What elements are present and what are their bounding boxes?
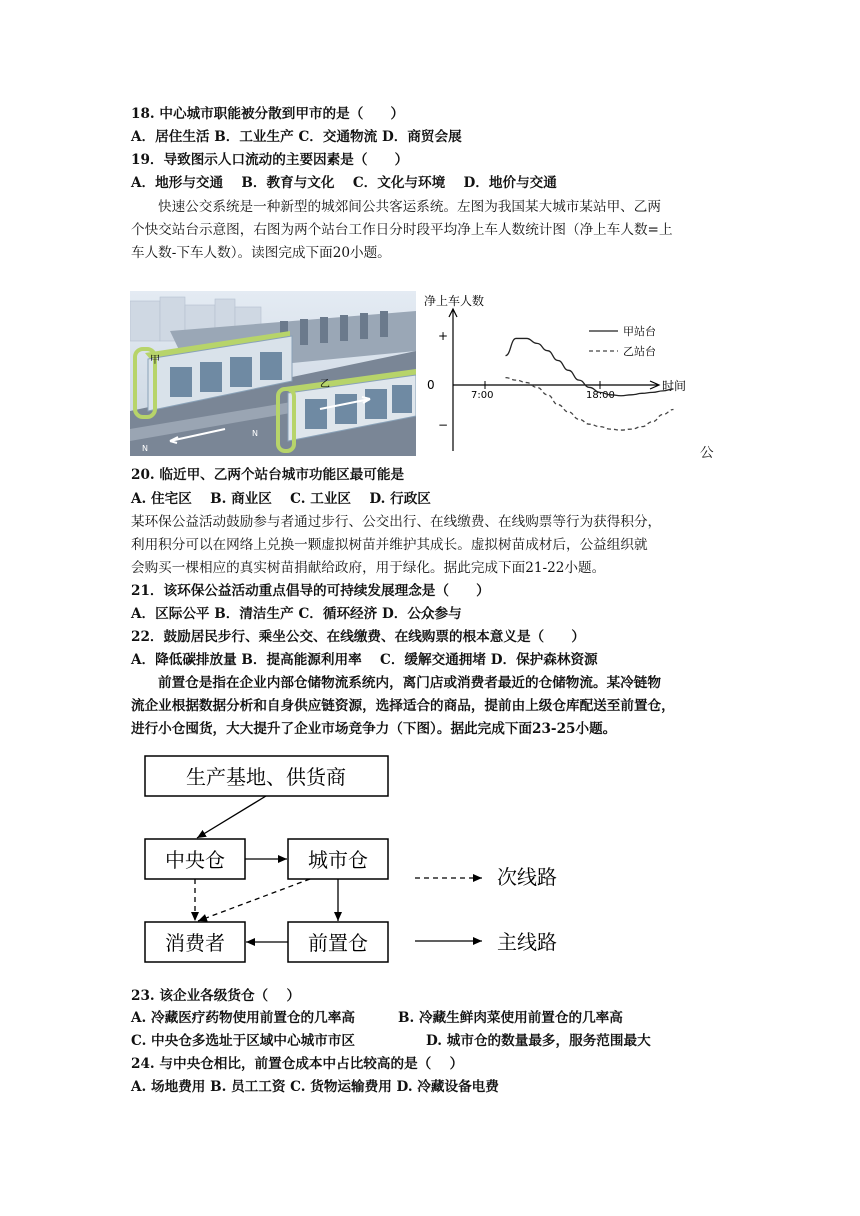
eco-intro-line1: 某环保公益活动鼓励参与者通过步行、公交出行、在线缴费、在线购票等行为获得积分， <box>131 514 662 530</box>
label-jia: 甲 <box>150 355 160 366</box>
legend-main-label: 主线路 <box>497 930 557 954</box>
q18-options: A．居住生活 B．工业生产 C．交通物流 D．商贸会展 <box>131 129 462 145</box>
arrow-city-consumer <box>198 879 310 921</box>
arrow-supplier-central <box>197 796 266 838</box>
label-n1: N <box>142 444 148 453</box>
legend-secondary-label: 次线路 <box>497 865 557 889</box>
net-boarding-chart <box>418 291 698 456</box>
warehouse-intro-line3: 进行小仓囤货，大大提升了企业市场竞争力（下图）。据此完成下面23-25小题。 <box>131 721 617 737</box>
q23-option-d: D. 城市仓的数量最多，服务范围最大 <box>426 1033 651 1049</box>
q20-stem: 20. 临近甲、乙两个站台城市功能区最可能是 <box>131 467 405 483</box>
y-tick-plus: + <box>438 329 449 343</box>
brt-intro-line2: 个快交站台示意图，右图为两个站台工作日分时段平均净上车人数统计图（净上车人数=上 <box>131 222 673 238</box>
q23-stem: 23. 该企业各级货仓（ ） <box>131 988 301 1004</box>
q23-option-a: A. 冷藏医疗药物使用前置仓的几率高 <box>131 1010 355 1026</box>
q22-options: A．降低碳排放量 B．提高能源利用率 C．缓解交通拥堵 D．保护森林资源 <box>131 652 598 668</box>
chart-xlabel: 时间 <box>662 379 687 393</box>
q24-options: A. 场地费用 B. 员工工资 C. 货物运输费用 D. 冷藏设备电费 <box>131 1079 499 1095</box>
q23-option-b: B. 冷藏生鲜肉菜使用前置仓的几率高 <box>398 1010 623 1026</box>
q19-stem: 19．导致图示人口流动的主要因素是（ ） <box>131 152 409 168</box>
warehouse-intro-line2: 流企业根据数据分析和自身供应链资源，选择适合的商品，提前由上级仓库配送至前置仓， <box>131 698 675 714</box>
chart-ylabel: 净上车人数 <box>424 294 485 308</box>
warehouse-intro-line1: 前置仓是指在企业内部仓储物流系统内，离门店或消费者最近的仓储物流。某冷链物 <box>158 675 661 691</box>
supplier-label: 生产基地、供货商 <box>186 765 346 789</box>
consumer-label: 消费者 <box>165 931 225 955</box>
central-label: 中央仓 <box>165 848 225 872</box>
y-tick-zero: 0 <box>427 378 435 392</box>
eco-intro-line3: 会购买一棵相应的真实树苗捐献给政府，用于绿化。据此完成下面21-22小题。 <box>131 560 606 576</box>
brt-intro-line1: 快速公交系统是一种新型的城郊间公共客运系统。左图为我国某大城市某站甲、乙两 <box>158 199 661 215</box>
eco-intro-line2: 利用积分可以在网络上兑换一颗虚拟树苗并维护其成长。虚拟树苗成材后，公益组织就 <box>131 537 648 553</box>
q20-options: A. 住宅区 B. 商业区 C. 工业区 D. 行政区 <box>131 491 431 507</box>
front-label: 前置仓 <box>308 931 368 955</box>
legend-yi: 乙站台 <box>623 345 656 358</box>
label-n2: N <box>252 429 258 438</box>
x-tick-label-18: 18:00 <box>586 390 615 401</box>
legend-jia: 甲站台 <box>623 325 656 338</box>
brt-intro-line3: 车人数-下车人数）。读图完成下面20小题。 <box>131 245 391 261</box>
q19-options: A．地形与交通 B．教育与文化 C．文化与环境 D．地价与交通 <box>131 175 557 191</box>
y-tick-minus: − <box>438 418 449 432</box>
city-label: 城市仓 <box>308 848 368 872</box>
x-tick-label-7: 7:00 <box>471 390 494 401</box>
q21-options: A．区际公平 B．清洁生产 C．循环经济 D．公众参与 <box>131 606 462 622</box>
label-yi: 乙 <box>320 379 330 390</box>
q22-stem: 22．鼓励居民步行、乘坐公交、在线缴费、在线购票的根本意义是（ ） <box>131 629 585 645</box>
q24-stem: 24. 与中央仓相比，前置仓成本中占比较高的是（ ） <box>131 1056 464 1072</box>
q18-stem: 18. 中心城市职能被分散到甲市的是（ ） <box>131 106 405 122</box>
orphan-char: 公 <box>700 445 714 461</box>
q23-option-c: C. 中央仓多选址于区域中心城市市区 <box>131 1033 355 1049</box>
station-illustration <box>130 291 416 456</box>
q21-stem: 21．该环保公益活动重点倡导的可持续发展理念是（ ） <box>131 583 490 599</box>
warehouse-flow-diagram <box>130 745 590 970</box>
